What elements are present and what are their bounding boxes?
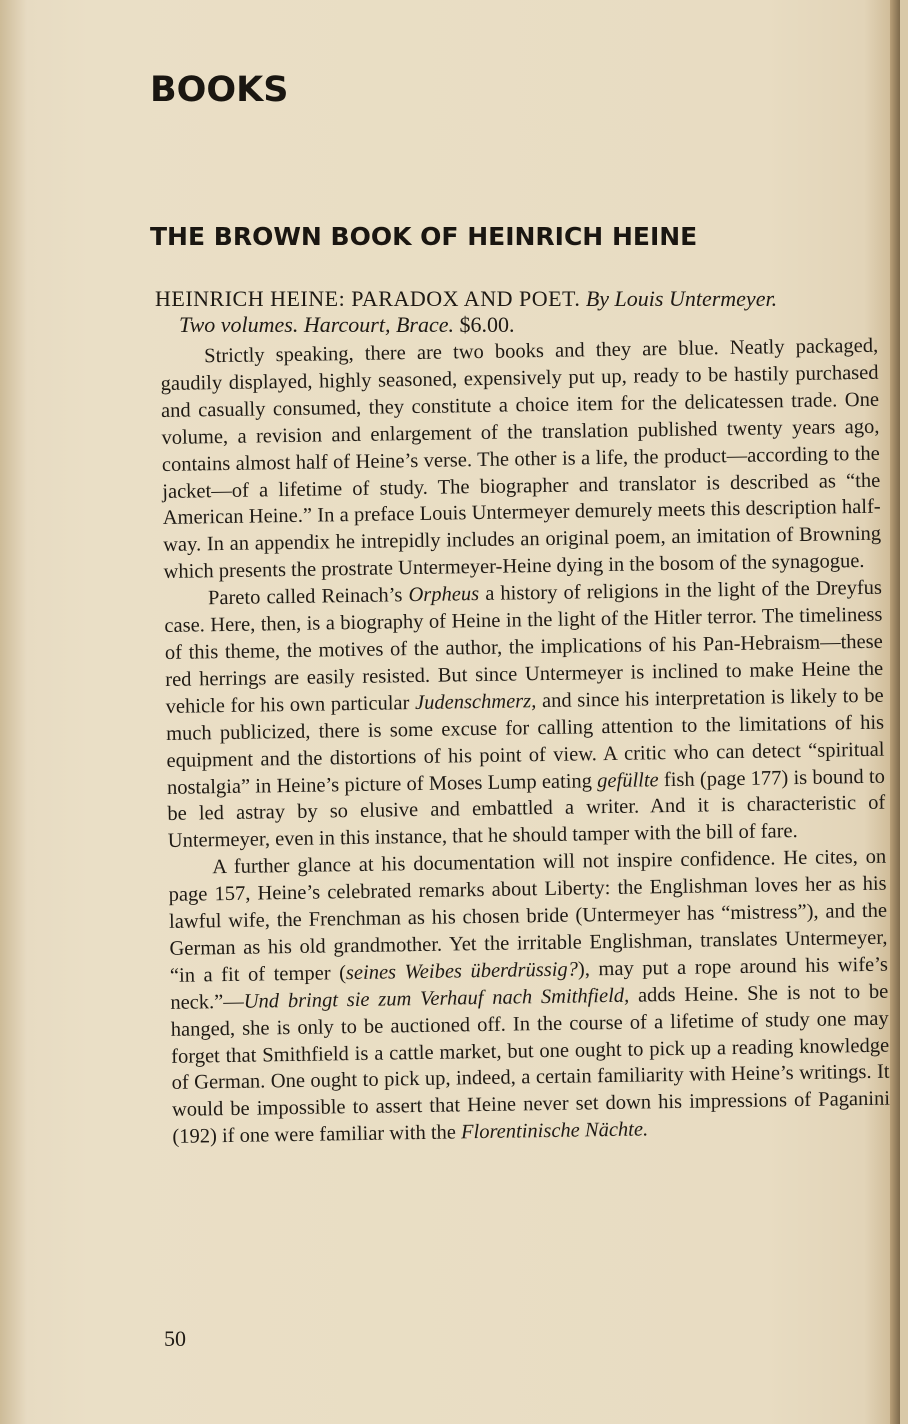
citation-book-title: HEINRICH HEINE: PARADOX AND POET.	[155, 286, 581, 311]
review-body	[160, 333, 891, 1151]
paragraph	[168, 844, 891, 1151]
text-run: a history of religions in the light of the Dreyfus case. Here, then, is a biography of Heine in the light of the Hitler terror. The timeliness of this theme, the motives of the author, the implications of his Pan-Hebraism—these red herrings are easily resisted. But since Untermeyer is inclined to make Heine the vehicle for his own particular	[164, 576, 884, 718]
paragraph	[160, 333, 882, 586]
text-run: Pareto called Reinach’s	[207, 584, 409, 610]
text-run: adds Heine. She is not to be hanged, she is only to be auctioned off. In the course of a lifetime of study one may forget that Smithfield is a cattle market, but one ought to pick up a reading knowledge of German. One ought to pick up, indeed, a certain familiarity with Heine’s writings. It would be impossible to assert that Heine never set down his impressions of Paganini (192) if one were familiar with the	[170, 980, 891, 1149]
book-citation	[155, 286, 880, 338]
section-heading: BOOKS	[150, 70, 289, 110]
page-number: 50	[164, 1326, 186, 1351]
article-title: THE BROWN BOOK OF HEINRICH HEINE	[150, 222, 698, 251]
text-run: ), may put a rope around his wife’s neck.”—	[170, 953, 888, 1014]
text-run: A further glance at his documentation will not inspire confidence. He cites, on page 157, Heine’s celebrated remarks about Liberty: the Englishman loves her as his lawful wife, the Frenchman as his chosen bride (Untermeyer has “mistress”), and the German as his old grandmother. Yet the irritable Englishman, translates Untermeyer, “in a fit of temper (	[168, 845, 888, 987]
italic-run: gefüllte	[597, 768, 659, 792]
italic-run: Und bringt sie zum Verhauf nach Smithfield,	[243, 984, 630, 1013]
italic-run: Florentinische Nächte.	[460, 1118, 649, 1144]
page-edge-shadow	[890, 0, 900, 1424]
citation-volumes: Two volumes. Harcourt, Brace.	[179, 312, 454, 337]
citation-price: $6.00.	[459, 312, 515, 337]
italic-run: Orpheus	[408, 583, 480, 607]
citation-byline: By Louis Untermeyer.	[585, 286, 778, 311]
text-run: fish (page 177) is bound to be led astray by so elusive and embattled a writer. And it is characteristic of Untermeyer, even in this instance, that he should tamper with the bill of fare.	[167, 765, 886, 853]
paragraph	[164, 575, 886, 855]
text-run: Strictly speaking, there are two books and they are blue. Neatly packaged, gaudily displayed, highly seasoned, expensively put up, ready to be hastily purchased and casually consumed, they constitute a choice item for the delicatessen trade. One volume, a revision and enlargement of the translation published twenty years ago, contains almost half of Heine’s verse. The other is a life, the product—according to the jacket—of a lifetime of study. The biographer and translator is described as “the American Heine.” In a preface Louis Untermeyer demurely meets this description half-way. In an appendix he intrepidly includes an original poem, an imitation of Browning which presents the prostrate Untermeyer-Heine dying in the bosom of the synagogue.	[160, 334, 882, 584]
italic-run: seines Weibes überdrüssig?	[345, 958, 579, 984]
italic-run: Judenschmerz,	[414, 689, 537, 714]
text-run: and since his interpretation is likely to be much publicized, there is some excuse for calling attention to the limitations of his equipment and the distortions of his point of view. A critic who can detect “spiritual nostalgia” in Heine’s picture of Moses Lump eating	[165, 684, 885, 799]
